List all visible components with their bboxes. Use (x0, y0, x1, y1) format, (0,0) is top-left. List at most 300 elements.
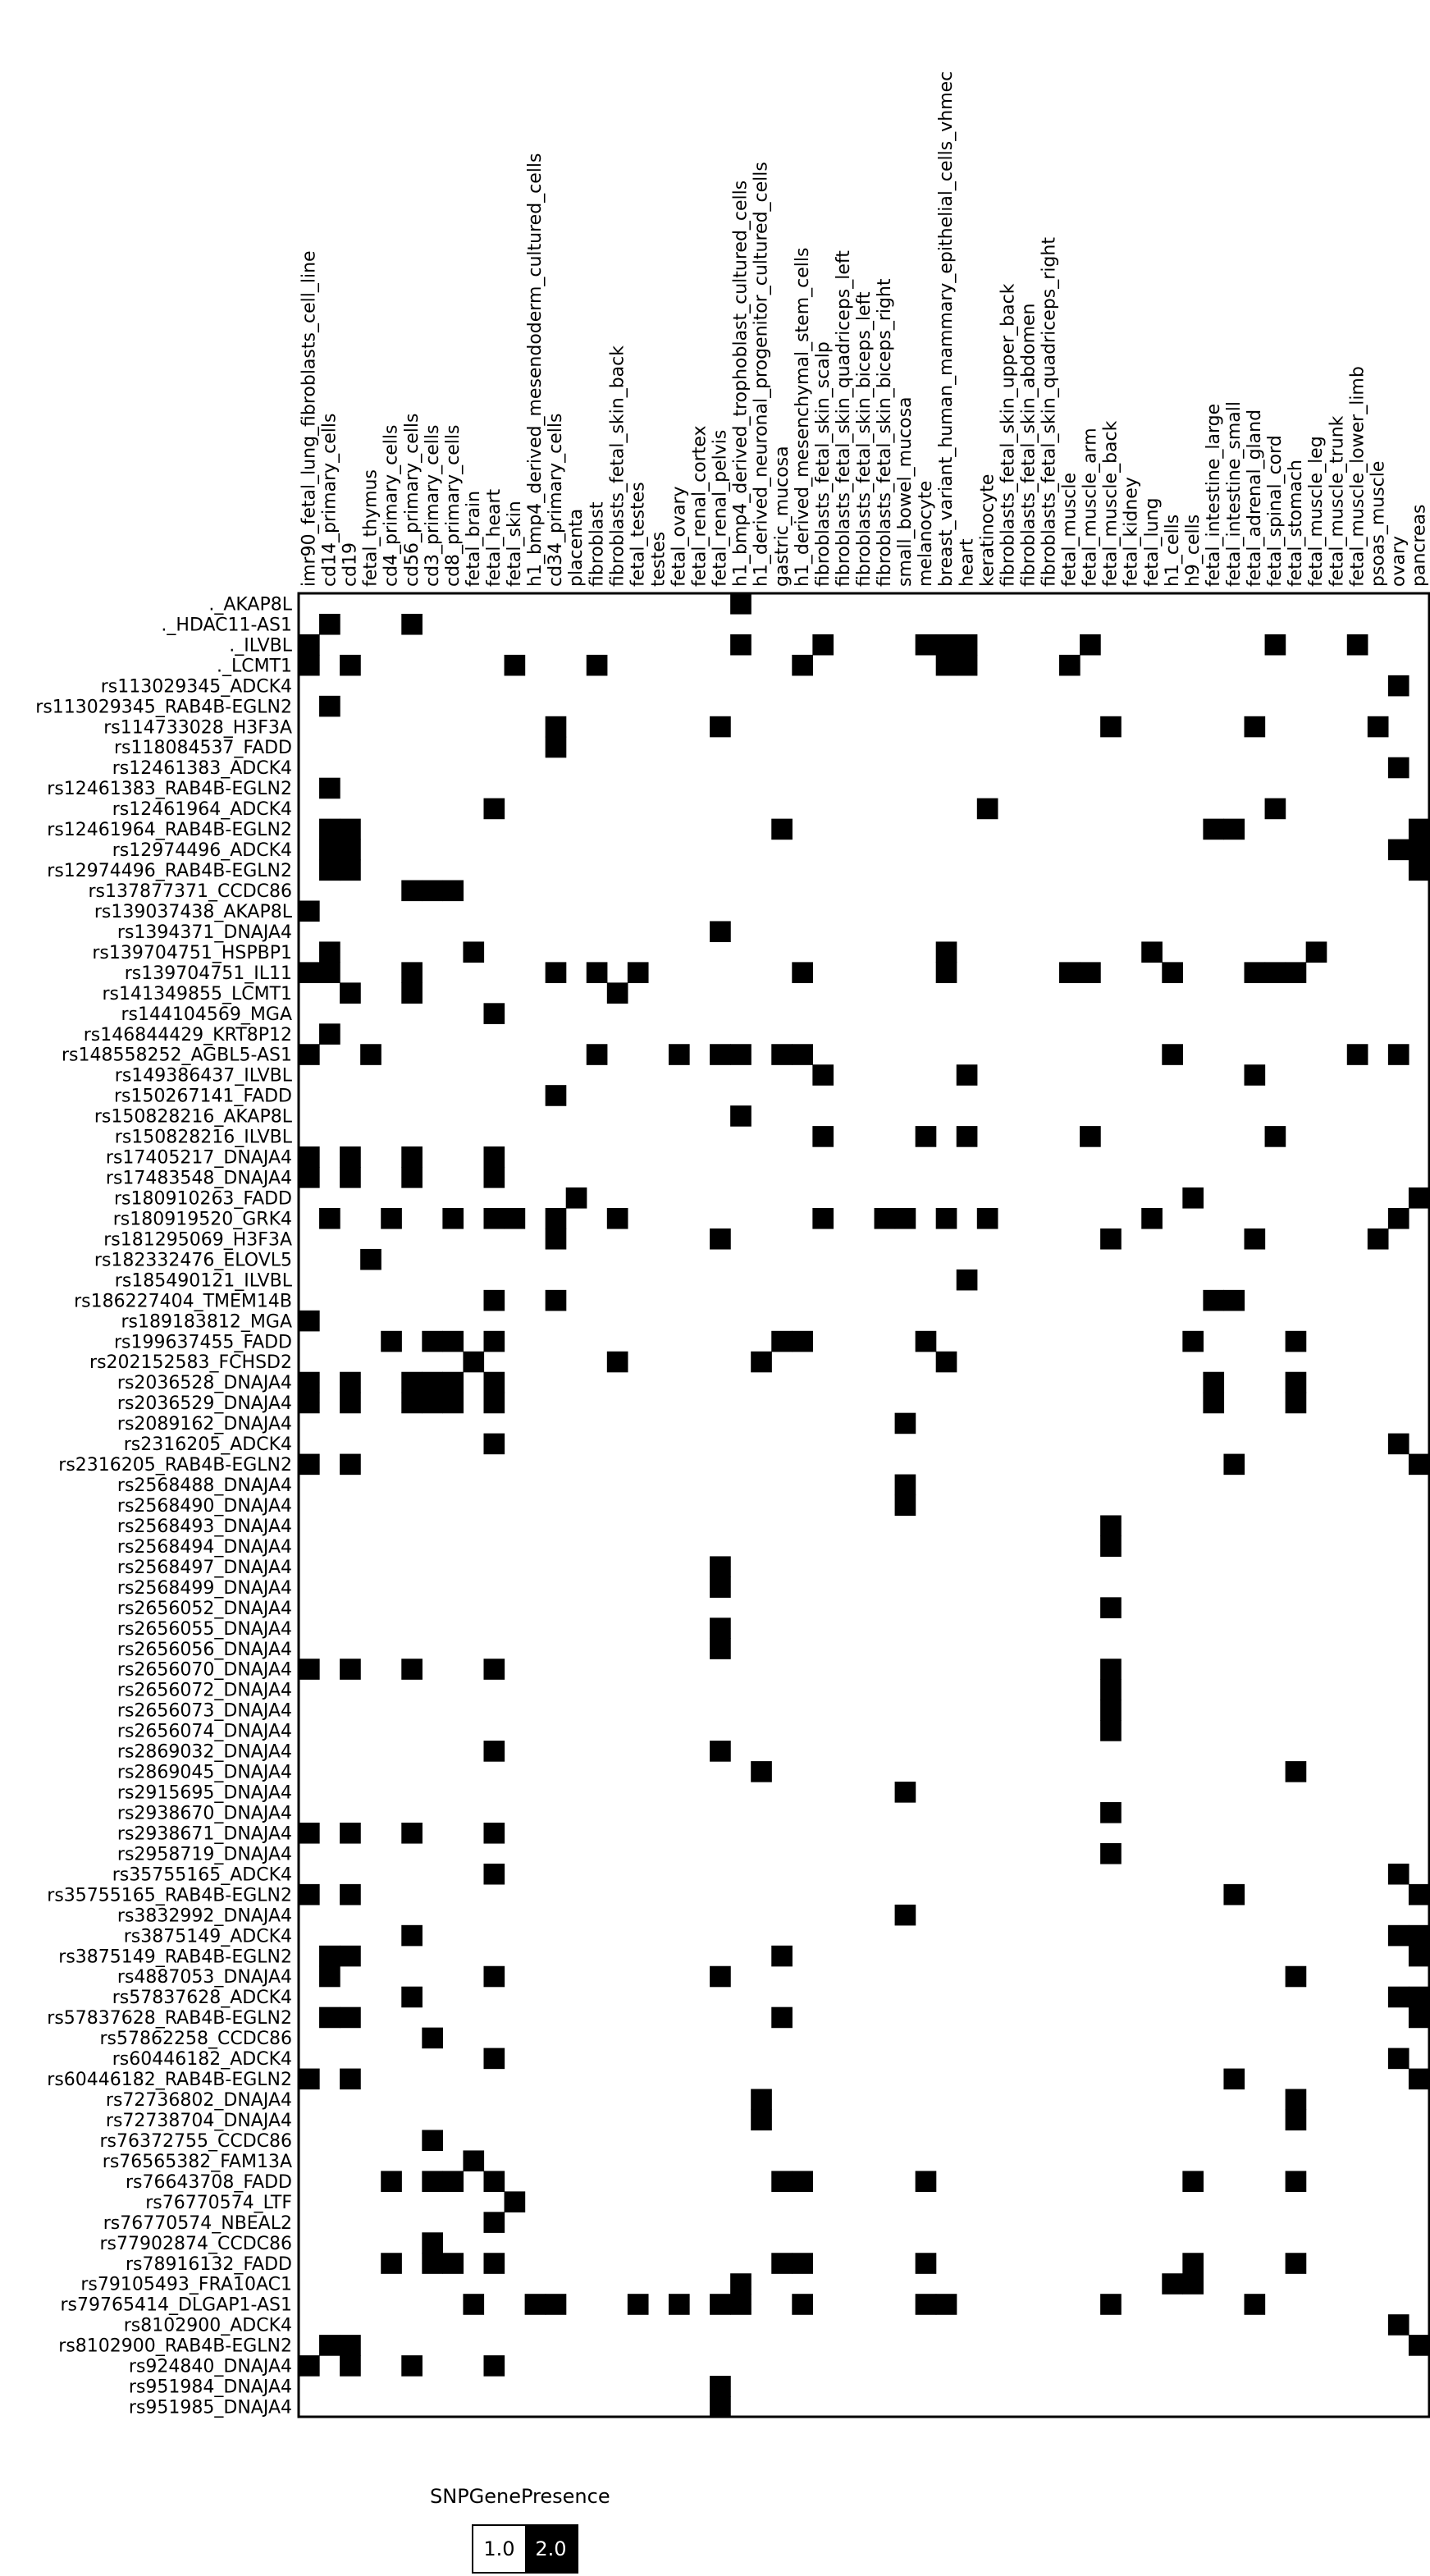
heatmap-cell (546, 737, 567, 758)
heatmap-cell (792, 2171, 813, 2192)
heatmap-cell (442, 2253, 464, 2274)
heatmap-cell (1245, 1229, 1266, 1250)
column-label: h1_bmp4_derived_mesendoderm_cultured_cells (525, 153, 546, 587)
row-label: rs202152583_FCHSD2 (89, 1352, 292, 1374)
heatmap-cell (319, 941, 340, 963)
row-label: ._LCMT1 (216, 656, 292, 677)
heatmap-cell (340, 2069, 361, 2090)
row-label: rs3832992_DNAJA4 (117, 1906, 292, 1927)
heatmap-cell (977, 798, 998, 820)
heatmap-cell (299, 1884, 320, 1906)
row-label: rs2938670_DNAJA4 (117, 1803, 292, 1824)
heatmap-cell (1100, 1659, 1122, 1680)
row-label: rs79765414_DLGAP1-AS1 (60, 2295, 292, 2316)
heatmap-cell (483, 1208, 505, 1229)
heatmap-cell (628, 2294, 649, 2315)
heatmap-cell (401, 1823, 423, 1844)
row-label: rs2656074_DNAJA4 (117, 1721, 292, 1742)
heatmap-cell (1182, 1187, 1204, 1209)
row-label: rs186227404_TMEM14B (74, 1291, 292, 1312)
row-label: rs2568488_DNAJA4 (117, 1476, 292, 1497)
heatmap-cell (710, 2376, 731, 2397)
heatmap-cell (1245, 2294, 1266, 2315)
heatmap-cell (319, 860, 340, 881)
heatmap-cell (299, 2069, 320, 2090)
heatmap-cell (299, 655, 320, 676)
heatmap-cell (1162, 1044, 1183, 1065)
heatmap-cell (1388, 1864, 1409, 1885)
heatmap-cell (977, 1208, 998, 1229)
column-label: cd4_primary_cells (381, 424, 402, 587)
row-label: rs76565382_FAM13A (102, 2151, 292, 2172)
row-label: rs60446182_ADCK4 (112, 2049, 292, 2070)
column-label: cd34_primary_cells (546, 413, 567, 587)
heatmap-cell (1286, 2089, 1307, 2111)
heatmap-cell (319, 1208, 340, 1229)
heatmap-cell (483, 1434, 505, 1455)
column-label: cd19 (340, 542, 361, 587)
heatmap-cell (381, 1208, 402, 1229)
heatmap-cell (319, 1023, 340, 1045)
row-label: rs2316205_RAB4B-EGLN2 (58, 1455, 292, 1476)
heatmap-cell (340, 1393, 361, 1414)
row-label: rs150828216_ILVBL (114, 1127, 292, 1148)
row-label: rs182332476_ELOVL5 (94, 1250, 292, 1271)
heatmap-cell (1245, 1064, 1266, 1086)
row-label: rs2656052_DNAJA4 (117, 1598, 292, 1619)
heatmap-cell (483, 1146, 505, 1168)
heatmap-cell (422, 2232, 443, 2253)
column-label: fibroblasts_fetal_skin_upper_back (998, 283, 1019, 587)
row-label: rs4887053_DNAJA4 (117, 1967, 292, 1988)
column-label: fibroblasts_fetal_skin_scalp (812, 341, 834, 587)
row-label: rs8102900_RAB4B-EGLN2 (58, 2336, 292, 2357)
heatmap-cell (1223, 1454, 1245, 1476)
heatmap-cell (1388, 1434, 1409, 1455)
column-labels (299, 71, 1430, 587)
heatmap-cell (1100, 1597, 1122, 1618)
heatmap-cell (1080, 634, 1101, 656)
row-label: rs951984_DNAJA4 (128, 2377, 292, 2398)
column-label: testes (648, 531, 669, 587)
heatmap-cell (895, 1782, 916, 1803)
row-label: rs150828216_AKAP8L (94, 1106, 292, 1128)
heatmap-cell (299, 1167, 320, 1188)
heatmap-cell (710, 1576, 731, 1598)
heatmap-cell (1409, 1454, 1430, 1476)
heatmap-cell (1100, 1229, 1122, 1250)
heatmap-cell (299, 1454, 320, 1476)
column-label: fetal_spinal_cord (1265, 435, 1286, 587)
heatmap-cell (422, 1393, 443, 1414)
heatmap-cell (442, 1208, 464, 1229)
heatmap-cell (483, 1167, 505, 1188)
heatmap-cell (340, 1167, 361, 1188)
heatmap-cell (299, 1372, 320, 1393)
heatmap-cell (505, 1208, 526, 1229)
heatmap-cell (1203, 1372, 1224, 1393)
heatmap-cell (1059, 962, 1080, 983)
column-label: fibroblasts_fetal_skin_quadriceps_left (833, 250, 854, 587)
heatmap-cell (401, 1372, 423, 1393)
column-label: small_bowel_mucosa (895, 396, 916, 587)
row-label: rs2656070_DNAJA4 (117, 1659, 292, 1681)
heatmap-cell (1059, 655, 1080, 676)
heatmap-cell (1100, 1700, 1122, 1721)
heatmap-cell (340, 1146, 361, 1168)
heatmap-cell (875, 1208, 896, 1229)
heatmap-cell (442, 2171, 464, 2192)
row-label: rs2568494_DNAJA4 (117, 1536, 292, 1558)
row-label: rs2036529_DNAJA4 (117, 1393, 292, 1415)
row-label: rs12461383_RAB4B-EGLN2 (47, 779, 292, 800)
heatmap-cell (340, 2007, 361, 2029)
heatmap-cell (319, 2335, 340, 2356)
heatmap-cell (340, 1823, 361, 1844)
row-label: rs60446182_RAB4B-EGLN2 (47, 2070, 292, 2091)
row-label: rs137877371_CCDC86 (88, 881, 292, 903)
heatmap-cell (751, 1761, 772, 1782)
heatmap-cell (340, 2355, 361, 2377)
row-label: rs2089162_DNAJA4 (117, 1414, 292, 1435)
column-label: fetal_lung (1141, 497, 1163, 587)
heatmap-cell (401, 1393, 423, 1414)
heatmap-cell (1080, 962, 1101, 983)
heatmap-cell (1409, 2007, 1430, 2029)
heatmap-cell (340, 1454, 361, 1476)
heatmap-cell (936, 1208, 957, 1229)
heatmap-cell (1182, 1331, 1204, 1352)
heatmap-cell (710, 1617, 731, 1639)
heatmap-cell (710, 1229, 731, 1250)
row-label: rs2938671_DNAJA4 (117, 1823, 292, 1845)
heatmap-cell (401, 1925, 423, 1947)
heatmap-cell (1223, 2069, 1245, 2090)
column-label: ovary (1388, 535, 1409, 587)
heatmap-cell (299, 1659, 320, 1680)
heatmap-cell (1265, 798, 1286, 820)
heatmap-cell (1100, 1802, 1122, 1823)
heatmap-cell (1203, 1393, 1224, 1414)
heatmap-cell (340, 982, 361, 1004)
column-label: fetal_skin (505, 501, 526, 587)
heatmap-cell (299, 2355, 320, 2377)
column-label: keratinocyte (977, 474, 998, 587)
heatmap-cell (1203, 819, 1224, 840)
heatmap-cell (442, 1372, 464, 1393)
row-label: rs77902874_CCDC86 (99, 2233, 292, 2254)
heatmap-cell (730, 593, 752, 615)
heatmap-cell (792, 2253, 813, 2274)
heatmap-cell (505, 2191, 526, 2212)
row-label: rs8102900_ADCK4 (123, 2315, 292, 2336)
heatmap-cell (463, 2294, 484, 2315)
row-label: rs189183812_MGA (121, 1311, 292, 1333)
heatmap-cell (401, 1659, 423, 1680)
column-label: fibroblasts_fetal_skin_quadriceps_right (1039, 237, 1060, 587)
row-label: rs924840_DNAJA4 (128, 2356, 292, 2377)
row-label: rs150267141_FADD (113, 1086, 292, 1107)
heatmap-cell (916, 2294, 937, 2315)
heatmap-cell (1265, 962, 1286, 983)
heatmap-cell (1388, 757, 1409, 779)
heatmap-cell (483, 1823, 505, 1844)
row-label: rs12974496_RAB4B-EGLN2 (47, 861, 292, 882)
heatmap-cell (483, 798, 505, 820)
heatmap-cell (299, 1044, 320, 1065)
column-label: h1_derived_mesenchymal_stem_cells (792, 247, 813, 587)
heatmap-cell (916, 2253, 937, 2274)
heatmap-cell (299, 634, 320, 656)
heatmap-cell (340, 840, 361, 861)
heatmap-cell (1141, 1208, 1163, 1229)
heatmap-cell (1388, 840, 1409, 861)
row-label: rs2036528_DNAJA4 (117, 1373, 292, 1394)
heatmap-cell (957, 1126, 978, 1147)
heatmap-cell (1203, 1290, 1224, 1311)
column-label: h9_cells (1182, 514, 1204, 587)
heatmap-cell (483, 2048, 505, 2070)
heatmap-cell (483, 1003, 505, 1024)
heatmap-cell (1223, 1884, 1245, 1906)
column-label: fetal_renal_pelvis (710, 429, 731, 587)
row-label: rs2915695_DNAJA4 (117, 1782, 292, 1804)
row-label: rs12461964_ADCK4 (112, 799, 292, 821)
column-label: fetal_intestine_small (1223, 401, 1245, 587)
column-label: cd8_primary_cells (442, 424, 464, 587)
heatmap-cell (895, 1475, 916, 1496)
heatmap-cell (936, 941, 957, 963)
heatmap-cell (1409, 1946, 1430, 1967)
row-label: rs12461383_ADCK4 (112, 758, 292, 780)
heatmap-cell (299, 962, 320, 983)
heatmap-cell (628, 962, 649, 983)
heatmap-cell (895, 1905, 916, 1926)
row-label: rs146844429_KRT8P12 (83, 1024, 292, 1045)
heatmap-cell (1182, 2171, 1204, 2192)
heatmap-cell (771, 819, 793, 840)
row-label: rs199637455_FADD (113, 1332, 292, 1353)
heatmap-cell (710, 2294, 731, 2315)
row-label: rs2869032_DNAJA4 (117, 1741, 292, 1763)
heatmap-cell (1182, 2273, 1204, 2295)
heatmap-cell (957, 655, 978, 676)
heatmap-cell (422, 2028, 443, 2049)
heatmap-cell (1409, 1925, 1430, 1947)
heatmap-cell (319, 819, 340, 840)
heatmap-cell (771, 2171, 793, 2192)
heatmap-cell (422, 2171, 443, 2192)
heatmap-cell (319, 778, 340, 799)
row-label: rs144104569_MGA (121, 1004, 292, 1025)
heatmap-cell (319, 696, 340, 717)
heatmap-cell (1409, 1884, 1430, 1906)
heatmap-cell (1100, 1843, 1122, 1865)
heatmap-cell (340, 1946, 361, 1967)
heatmap-cell (710, 1044, 731, 1065)
heatmap-cell (546, 2294, 567, 2315)
row-label: rs148558252_AGBL5-AS1 (61, 1045, 292, 1066)
row-label: rs3875149_ADCK4 (123, 1926, 292, 1947)
heatmap-cell (669, 1044, 690, 1065)
row-label: rs114733028_H3F3A (103, 717, 292, 739)
heatmap-cell (442, 1331, 464, 1352)
column-label: fetal_renal_cortex (689, 425, 710, 587)
row-label: ._AKAP8L (208, 594, 292, 615)
column-label: fetal_thymus (360, 469, 381, 587)
heatmap-cell (1286, 1372, 1307, 1393)
legend-title: SNPGenePresence (430, 2485, 610, 2508)
heatmap-cell (463, 1352, 484, 1373)
heatmap-cell (730, 1105, 752, 1127)
column-label: fetal_kidney (1121, 477, 1142, 587)
heatmap-cell (401, 962, 423, 983)
heatmap-cell (299, 1146, 320, 1168)
heatmap-cell (1286, 1761, 1307, 1782)
heatmap-cell (360, 1249, 381, 1270)
heatmap-cell (812, 1208, 834, 1229)
heatmap-cell (710, 921, 731, 942)
heatmap-cell (319, 840, 340, 861)
heatmap-cell (1347, 1044, 1368, 1065)
heatmap-cell (957, 1270, 978, 1291)
heatmap-cell (1286, 2253, 1307, 2274)
heatmap-cell (751, 2110, 772, 2131)
row-label: rs141349855_LCMT1 (102, 983, 292, 1004)
heatmap-cell (730, 1044, 752, 1065)
heatmap-cell (710, 1966, 731, 1988)
row-label: rs57837628_ADCK4 (112, 1988, 292, 2009)
heatmap-cell (401, 1146, 423, 1168)
heatmap-cell (895, 1495, 916, 1517)
heatmap-cell (730, 2273, 752, 2295)
heatmap-cell (792, 962, 813, 983)
heatmap-cell (1409, 1987, 1430, 2008)
row-label: rs78916132_FADD (125, 2253, 292, 2275)
legend-swatch-low: 1.0 (473, 2526, 525, 2572)
heatmap-cell (319, 962, 340, 983)
heatmap-cell (730, 2294, 752, 2315)
heatmap-cell (381, 2171, 402, 2192)
column-label: h1_bmp4_derived_trophoblast_cultured_cells (730, 180, 752, 587)
heatmap-cell (422, 881, 443, 902)
heatmap-cell (525, 2294, 546, 2315)
heatmap-cell (483, 1741, 505, 1762)
column-label: fetal_stomach (1286, 460, 1307, 587)
heatmap-cell (422, 1331, 443, 1352)
row-label: rs139704751_IL11 (124, 963, 292, 984)
heatmap-cell (1388, 1208, 1409, 1229)
row-labels (35, 594, 292, 2418)
heatmap-cell (401, 1987, 423, 2008)
heatmap-cell (483, 1290, 505, 1311)
column-label: fetal_heart (484, 488, 505, 587)
row-label: rs17405217_DNAJA4 (105, 1147, 292, 1169)
heatmap-cell (916, 634, 937, 656)
row-label: rs2656055_DNAJA4 (117, 1618, 292, 1640)
heatmap-cell (669, 2294, 690, 2315)
heatmap-cell (546, 962, 567, 983)
column-label: fetal_muscle_trunk (1327, 415, 1348, 587)
row-label: rs2316205_ADCK4 (123, 1434, 292, 1456)
heatmap-cell (546, 1229, 567, 1250)
heatmap-cell (340, 655, 361, 676)
heatmap-cell (566, 1187, 587, 1209)
heatmap-cell (360, 1044, 381, 1065)
row-label: rs2568490_DNAJA4 (117, 1496, 292, 1517)
heatmap-cell (710, 1741, 731, 1762)
row-label: rs113029345_RAB4B-EGLN2 (35, 697, 292, 718)
heatmap-cell (546, 1208, 567, 1229)
heatmap-cell (587, 655, 608, 676)
heatmap-cell (483, 1864, 505, 1885)
heatmap-cell (1162, 2273, 1183, 2295)
column-label: fibroblasts_fetal_skin_back (607, 345, 628, 587)
heatmap-cell (936, 1352, 957, 1373)
column-label: breast_variant_human_mammary_epithelial_cells_vhmec (936, 71, 957, 587)
column-label: fetal_intestine_large (1203, 403, 1224, 587)
heatmap-cell (751, 1352, 772, 1373)
heatmap-cell (587, 1044, 608, 1065)
heatmap-cell (916, 2171, 937, 2192)
heatmap-cell (771, 1331, 793, 1352)
heatmap-cell (422, 1372, 443, 1393)
heatmap-cell (607, 1352, 628, 1373)
heatmap-cell (1100, 1720, 1122, 1741)
heatmap-cell (401, 982, 423, 1004)
heatmap-cell (792, 1044, 813, 1065)
heatmap-cell (587, 962, 608, 983)
heatmap-cell (1100, 716, 1122, 738)
row-label: rs139037438_AKAP8L (94, 901, 292, 922)
heatmap-cell (401, 1167, 423, 1188)
heatmap-cell (1286, 962, 1307, 983)
heatmap-cell (299, 1823, 320, 1844)
heatmap-cell (916, 1331, 937, 1352)
heatmap-cell (299, 1393, 320, 1414)
row-label: rs185490121_ILVBL (114, 1270, 292, 1292)
heatmap-cell (1100, 1535, 1122, 1557)
column-label: fetal_muscle_back (1100, 420, 1122, 587)
column-label: fetal_muscle_lower_limb (1347, 366, 1368, 587)
column-label: cd56_primary_cells (401, 413, 423, 587)
heatmap-cell (483, 1659, 505, 1680)
row-label: rs2568497_DNAJA4 (117, 1557, 292, 1578)
heatmap-cell (730, 634, 752, 656)
column-label: fibroblasts_fetal_skin_abdomen (1018, 303, 1039, 587)
heatmap-cell (299, 900, 320, 922)
heatmap-cell (1182, 2253, 1204, 2274)
heatmap-cell (401, 881, 423, 902)
heatmap-cell (1245, 962, 1266, 983)
heatmap-cell (1100, 1515, 1122, 1536)
row-label: rs1394371_DNAJA4 (117, 922, 292, 943)
heatmap-cell (1245, 716, 1266, 738)
column-label: gastric_mucosa (771, 446, 793, 587)
row-label: rs72738704_DNAJA4 (105, 2110, 292, 2131)
heatmap-cell (483, 2355, 505, 2377)
heatmap-cell (1409, 819, 1430, 840)
heatmap-cell (483, 1331, 505, 1352)
row-label: rs139704751_HSPBP1 (92, 942, 292, 963)
column-label: placenta (566, 508, 587, 587)
heatmap-cell (710, 1556, 731, 1577)
heatmap-cell (895, 1413, 916, 1434)
column-label: pancreas (1409, 504, 1430, 587)
heatmap-cell (381, 2253, 402, 2274)
heatmap-cell (1223, 819, 1245, 840)
heatmap-cell (1100, 1679, 1122, 1700)
